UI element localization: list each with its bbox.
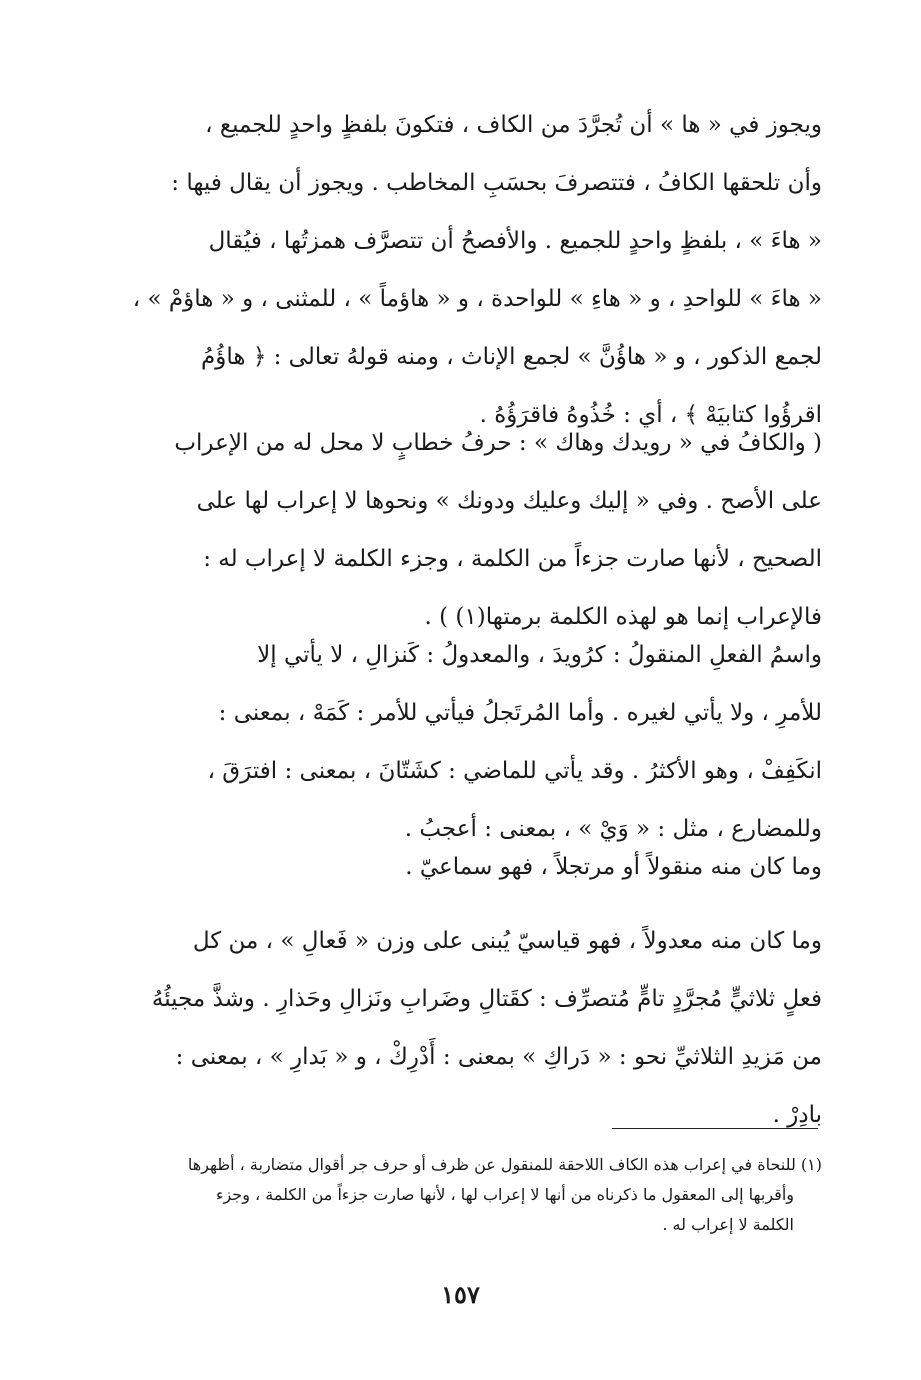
text-line: من مَزيدِ الثلاثيِّ نحو : « دَراكِ » بمعنى : أَدْرِكْ ، و « بَدارِ » ، بمعنى : (175, 1044, 822, 1070)
text-line: ( والكافُ في « رويدك وهاك » : حرفُ خطابٍ لا محل له من الإعراب (174, 430, 822, 456)
text-line: بادِرْ . (772, 1102, 822, 1128)
text-line: فالإعراب إنما هو لهذه الكلمة برمتها(١) ) . (424, 604, 822, 630)
paragraph-ha-usage (112, 96, 822, 444)
footnote-line: وأقربها إلى المعقول ما ذكرناه من أنها لا إعراب لها ، لأنها صارت جزءاً من الكلمة ، وجزء (215, 1185, 794, 1204)
text-line: لجمع الذكور ، و « هاؤُنَّ » لجمع الإناث ، ومنه قولهُ تعالى : ﴿ هاؤُمُ (201, 344, 822, 370)
text-line: فعلٍ ثلاثيٍّ مُجرَّدٍ تامٍّ مُتصرِّف : كقَتالِ وضَرابِ ونَزالِ وحَذارِ . وشذَّ مجيئُهُ (151, 986, 822, 1012)
text-line: وأن تلحقها الكافُ ، فتتصرفَ بحسَبِ المخاطب . ويجوز أن يقال فيها : (171, 170, 822, 196)
footnote (112, 1150, 822, 1240)
text-line: « هاءَ » للواحدِ ، و « هاءِ » للواحدة ، و « هاؤماً » ، للمثنى ، و « هاؤمْ » ، (132, 286, 822, 312)
text-line: الصحيح ، لأنها صارت جزءاً من الكلمة ، وجزء الكلمة لا إعراب له : (203, 546, 822, 572)
text-line: اقرؤُوا كتابيَهْ ﴾ ، أي : خُذُوهُ فاقرَؤُهُ . (479, 402, 822, 428)
footnote-line: (١) للنحاة في إعراب هذه الكاف اللاحقة للمنقول عن ظرف أو حرف جر أقوال متضاربة ، أظهرها (187, 1155, 822, 1174)
text-line: انكَفِفْ ، وهو الأكثرُ . وقد يأتي للماضي : كشَتّانَ ، بمعنى : افترَقَ ، (207, 758, 822, 784)
text-line: وما كان منه منقولاً أو مرتجلاً ، فهو سماعيّ . (405, 854, 822, 880)
paragraph-verb-noun-types (112, 626, 822, 858)
text-line: على الأصح . وفي « إليك وعليك ودونك » ونحوها لا إعراب لها على (196, 488, 822, 514)
text-line: ويجوز في « ها » أن تُجرَّدَ من الكاف ، فتكونَ بلفظٍ واحدٍ للجميع ، (205, 112, 822, 138)
page-number: ١٥٧ (441, 1280, 480, 1309)
text-line: للأمرِ ، ولا يأتي لغيره . وأما المُرتَجلُ فيأتي للأمر : كَمَهْ ، بمعنى : (218, 700, 822, 726)
text-line: وللمضارع ، مثل : « وَيْ » ، بمعنى : أعجبُ . (404, 816, 822, 842)
footnote-line: الكلمة لا إعراب له . (662, 1215, 794, 1234)
paragraph-samai (112, 838, 822, 896)
paragraph-qiyasi (112, 912, 822, 1144)
text-line: وما كان منه معدولاً ، فهو قياسيّ يُبنى على وزن « فَعالِ » ، من كل (192, 928, 822, 954)
text-line: واسمُ الفعلِ المنقولُ : كرُويدَ ، والمعدولُ : كَنزالِ ، لا يأتي إلا (257, 642, 822, 668)
paragraph-kaf-khitab (112, 414, 822, 646)
footnote-divider (612, 1128, 818, 1129)
text-line: « هاءَ » ، بلفظٍ واحدٍ للجميع . والأفصحُ أن تتصرَّف همزتُها ، فيُقال (208, 228, 822, 254)
